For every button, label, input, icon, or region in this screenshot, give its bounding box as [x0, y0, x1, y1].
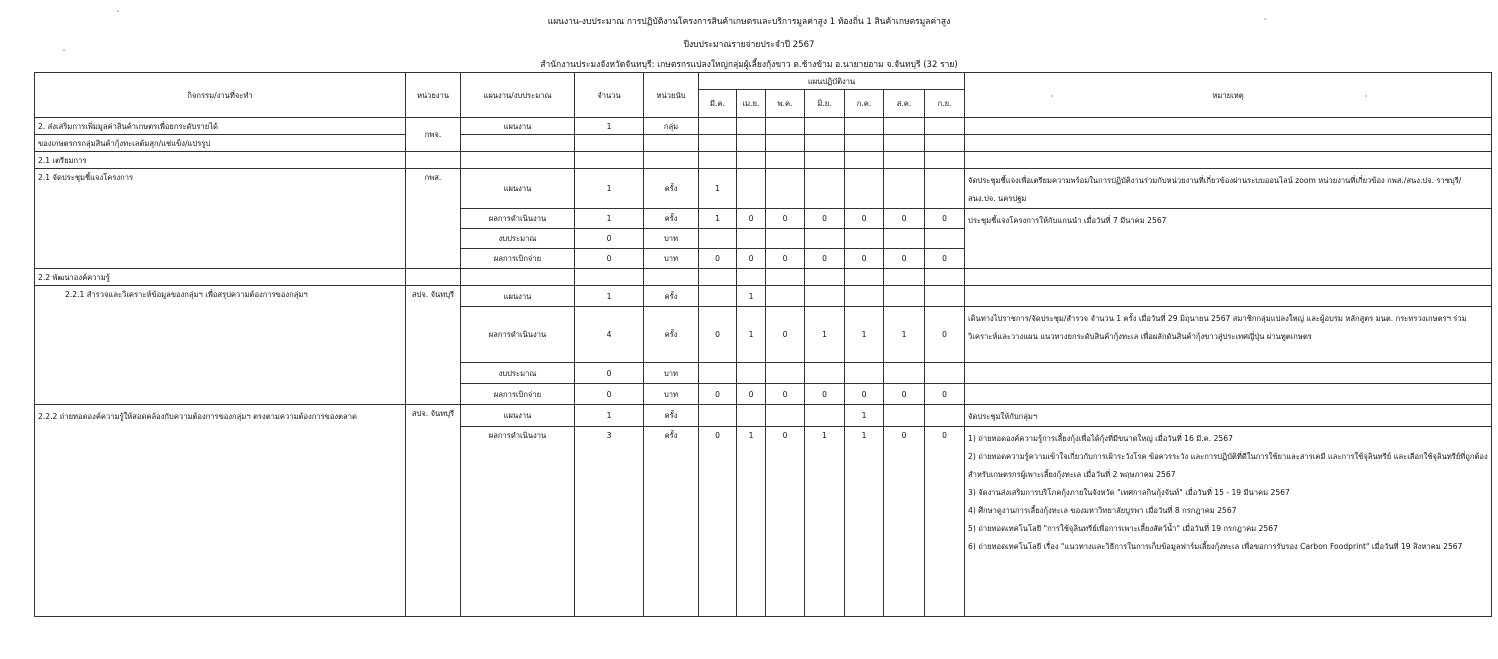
month-cell	[925, 152, 965, 169]
header-agency: หน่วยงาน	[406, 73, 461, 118]
remark-cell	[965, 118, 1492, 135]
month-cell	[699, 269, 737, 286]
month-cell	[766, 405, 805, 427]
month-cell	[805, 269, 845, 286]
month-cell: 0	[845, 209, 884, 229]
month-cell: 0	[766, 209, 805, 229]
table-row	[35, 118, 1492, 135]
plan-cell: ผลการเบิกจ่าย	[461, 249, 575, 269]
month-cell	[766, 118, 805, 135]
month-cell	[699, 405, 737, 427]
month-cell: 0	[884, 249, 925, 269]
month-cell	[699, 152, 737, 169]
plan-cell	[461, 269, 575, 286]
unit-cell	[644, 269, 699, 286]
table-row	[35, 286, 1492, 307]
plan-cell: ผลการเบิกจ่าย	[461, 384, 575, 405]
month-cell	[925, 269, 965, 286]
agency-cell: กพจ.	[406, 118, 461, 152]
header-month: เม.ย.	[737, 90, 766, 118]
month-cell	[699, 363, 737, 384]
remark-line: 4) ศึกษาดูงานการเลี้ยงกุ้งทะเล ของมหาวิทยาลัยบูรพา เมื่อวันที่ 8 กรกฎาคม 2567	[968, 506, 1237, 515]
remark-line: 6) ถ่ายทอดเทคโนโลยี เรื่อง "แนวทางและวิธีการในการเก็บข้อมูลฟาร์มเลี้ยงกุ้งทะเล เพื่อขอการรับรอง Carbon Foodprint" เมื่อวันที่ 19 สิงหาคม 2567	[968, 542, 1463, 551]
month-cell	[845, 118, 884, 135]
plan-cell: งบประมาณ	[461, 229, 575, 249]
agency-cell: กพส.	[406, 169, 461, 269]
remark-cell	[965, 152, 1492, 169]
month-cell	[737, 229, 766, 249]
month-cell	[884, 169, 925, 209]
month-cell	[925, 169, 965, 209]
header-plan: แผนงาน/งบประมาณ	[461, 73, 575, 118]
amount-cell: 0	[575, 363, 644, 384]
header-month: มี.ค.	[699, 90, 737, 118]
month-cell: 1	[845, 427, 884, 617]
agency-cell: สปจ. จันทบุรี	[406, 286, 461, 405]
agency-cell	[406, 269, 461, 286]
month-cell: 0	[699, 307, 737, 363]
month-cell	[805, 229, 845, 249]
table-row	[35, 152, 1492, 169]
activity-cell: 2.2 พัฒนาองค์ความรู้	[35, 269, 406, 286]
unit-cell: ครั้ง	[644, 427, 699, 617]
month-cell	[845, 363, 884, 384]
unit-cell: ครั้ง	[644, 405, 699, 427]
month-cell: 1	[737, 307, 766, 363]
amount-cell: 1	[575, 209, 644, 229]
unit-cell: กลุ่ม	[644, 118, 699, 135]
month-cell: 0	[766, 249, 805, 269]
month-cell: 1	[699, 169, 737, 209]
month-cell	[737, 169, 766, 209]
unit-cell	[644, 135, 699, 152]
month-cell: 0	[805, 249, 845, 269]
table-row	[35, 169, 1492, 209]
fiscal-year-line: ปีงบประมาณรายจ่ายประจำปี 2567	[683, 40, 815, 50]
month-cell	[699, 135, 737, 152]
header-schedule: แผนปฏิบัติงาน	[699, 73, 965, 90]
header-month: ก.ย.	[925, 90, 965, 118]
scan-speck	[117, 10, 119, 12]
month-cell	[925, 286, 965, 307]
month-cell	[805, 405, 845, 427]
month-cell	[884, 118, 925, 135]
amount-cell	[575, 135, 644, 152]
month-cell: 1	[737, 427, 766, 617]
scan-speck	[1264, 18, 1266, 20]
table-row	[35, 135, 1492, 152]
month-cell: 0	[925, 384, 965, 405]
month-cell	[884, 286, 925, 307]
month-cell	[737, 118, 766, 135]
plan-cell: แผนงาน	[461, 169, 575, 209]
month-cell: 0	[737, 209, 766, 229]
document-title: แผนงาน-งบประมาณ การปฏิบัติงานโครงการสินค้าเกษตรและบริการมูลค่าสูง 1 ท้องถิ่น 1 สินค้าเกษตรมูลค่าสูง	[547, 17, 951, 27]
remark-cell	[965, 286, 1492, 307]
month-cell: 0	[766, 427, 805, 617]
month-cell	[766, 169, 805, 209]
month-cell: 0	[699, 249, 737, 269]
month-cell	[845, 286, 884, 307]
month-cell	[737, 269, 766, 286]
remark-cell	[965, 269, 1492, 286]
unit-cell	[644, 152, 699, 169]
month-cell	[884, 229, 925, 249]
month-cell	[805, 286, 845, 307]
month-cell	[766, 286, 805, 307]
amount-cell: 1	[575, 169, 644, 209]
month-cell: 1	[737, 286, 766, 307]
month-cell	[925, 229, 965, 249]
month-cell	[805, 152, 845, 169]
activity-cell: 2. ส่งเสริมการเพิ่มมูลค่าสินค้าเกษตรเพื่อยกระดับรายได้	[35, 118, 406, 135]
month-cell	[884, 152, 925, 169]
activity-cell: ของเกษตรกรกลุ่มสินค้ากุ้งทะเลต้มสุก/แช่แข็ง/แปรรูป	[35, 135, 406, 152]
unit-cell: ครั้ง	[644, 307, 699, 363]
office-line: สำนักงานประมงจังหวัดจันทบุรี: เกษตรกรแปลงใหญ่กลุ่มผู้เลี้ยงกุ้งขาว ต.ช้างข้าม อ.นายายอาม จ.จันทบุรี (32 ราย)	[540, 60, 958, 70]
month-cell: 0	[925, 307, 965, 363]
remark-line: 2) ถ่ายทอดความรู้ความเข้าใจเกี่ยวกับการเฝ้าระวังโรค ข้อควรระวัง และการปฏิบัติที่ดีในการใช้ยาและสารเคมี และการใช้จุลินทรีย์ และเลือกใช้จุลินทรีย์ที่ถูกต้อง สำหรับเกษตรกรผู้เพาะเลี้ยงกุ้งทะเล เมื่อวันที่ 2 พฤษภาคม 2567	[968, 452, 1488, 479]
month-cell: 1	[845, 405, 884, 427]
activity-cell: 2.1 เตรียมการ	[35, 152, 406, 169]
header-activity: กิจกรรม/งานที่จะทำ	[35, 73, 406, 118]
header-month: ส.ค.	[884, 90, 925, 118]
month-cell: 0	[884, 427, 925, 617]
month-cell	[884, 135, 925, 152]
month-cell: 0	[699, 427, 737, 617]
month-cell	[699, 286, 737, 307]
month-cell	[699, 229, 737, 249]
plan-cell	[461, 135, 575, 152]
month-cell	[884, 269, 925, 286]
month-cell: 0	[699, 384, 737, 405]
unit-cell: ครั้ง	[644, 286, 699, 307]
month-cell: 1	[845, 307, 884, 363]
header-remark: หมายเหตุ	[965, 73, 1492, 118]
unit-cell: ครั้ง	[644, 169, 699, 209]
amount-cell: 4	[575, 307, 644, 363]
month-cell: 0	[925, 249, 965, 269]
month-cell: 0	[845, 249, 884, 269]
month-cell	[766, 135, 805, 152]
month-cell	[766, 363, 805, 384]
plan-cell: แผนงาน	[461, 118, 575, 135]
month-cell	[884, 363, 925, 384]
header-month: มิ.ย.	[805, 90, 845, 118]
amount-cell: 1	[575, 286, 644, 307]
month-cell: 0	[737, 249, 766, 269]
header-month: ก.ค.	[845, 90, 884, 118]
plan-cell: แผนงาน	[461, 286, 575, 307]
month-cell: 0	[805, 209, 845, 229]
month-cell	[925, 363, 965, 384]
month-cell: 0	[884, 209, 925, 229]
month-cell	[737, 135, 766, 152]
month-cell: 0	[925, 427, 965, 617]
remark-line: 5) ถ่ายทอดเทคโนโลยี "การใช้จุลินทรีย์เพื่อการเพาะเลี้ยงสัตว์น้ำ" เมื่อวันที่ 19 กรกฎาคม 2567	[968, 524, 1278, 533]
remark-cell	[965, 427, 1492, 617]
agency-cell: สปจ. จันทบุรี	[406, 405, 461, 617]
month-cell	[737, 152, 766, 169]
month-cell	[845, 229, 884, 249]
remark-line: 1) ถ่ายทอดองค์ความรู้การเลี้ยงกุ้งเพื่อได้กุ้งที่มีขนาดใหญ่ เมื่อวันที่ 16 มี.ค. 2567	[968, 434, 1233, 443]
unit-cell: บาท	[644, 363, 699, 384]
unit-cell: บาท	[644, 229, 699, 249]
remark-cell: จัดประชุมให้กับกลุ่มฯ	[965, 405, 1492, 427]
month-cell	[925, 135, 965, 152]
remark-cell: เดินทางไปราชการ/จัดประชุม/สำรวจ จำนวน 1 ครั้ง เมื่อวันที่ 29 มิถุนายน 2567 สมาชิกกลุ่มแปลงใหญ่ และผู้อบรม หลักสูตร มนต. กระทรวงเกษตรฯ ร่วมวิเคราะห์และวางแผน แนวทางยกระดับสินค้ากุ้งทะเล เพื่อผลักดันสินค้ากุ้งขาวสู่ประเทศญี่ปุ่น ผ่านทูตเกษตร	[965, 307, 1492, 363]
month-cell: 0	[884, 384, 925, 405]
amount-cell	[575, 269, 644, 286]
header-month: พ.ค.	[766, 90, 805, 118]
month-cell	[845, 152, 884, 169]
remark-line: 3) จัดงานส่งเสริมการบริโภคกุ้งภายในจังหวัด "เทศกาลกินกุ้งจันท์" เมื่อวันที่ 15 - 19 มีนาคม 2567	[968, 488, 1290, 497]
month-cell	[845, 135, 884, 152]
month-cell	[805, 135, 845, 152]
amount-cell: 1	[575, 118, 644, 135]
month-cell: 1	[805, 427, 845, 617]
unit-cell: บาท	[644, 384, 699, 405]
remark-cell	[965, 384, 1492, 405]
month-cell	[805, 118, 845, 135]
month-cell	[766, 229, 805, 249]
activity-cell: 2.2.2 ถ่ายทอดองค์ความรู้ให้สอดคล้องกับความต้องการของกลุ่มฯ ตรงตามความต้องการของตลาด	[35, 405, 406, 617]
month-cell: 0	[925, 209, 965, 229]
amount-cell	[575, 152, 644, 169]
unit-cell: ครั้ง	[644, 209, 699, 229]
month-cell	[925, 118, 965, 135]
month-cell: 0	[737, 384, 766, 405]
month-cell	[766, 269, 805, 286]
amount-cell: 3	[575, 427, 644, 617]
month-cell	[805, 363, 845, 384]
scan-speck	[63, 49, 65, 51]
amount-cell: 0	[575, 249, 644, 269]
remark-cell: จัดประชุมชี้แจงเพื่อเตรียมความพร้อมในการปฏิบัติงานร่วมกับหน่วยงานที่เกี่ยวข้องผ่านระบบออนไลน์ zoom หน่วยงานที่เกี่ยวข้อง กพส./สนง.ปจ. ราชบุรี/สนง.ปจ. นครปฐม	[965, 169, 1492, 209]
month-cell: 0	[766, 384, 805, 405]
month-cell	[845, 269, 884, 286]
month-cell: 1	[805, 307, 845, 363]
plan-cell: แผนงาน	[461, 405, 575, 427]
month-cell	[737, 363, 766, 384]
activity-cell: 2.1 จัดประชุมชี้แจงโครงการ	[35, 169, 406, 269]
month-cell: 1	[699, 209, 737, 229]
remark-cell: ประชุมชี้แจงโครงการให้กับแกนนำ เมื่อวันที่ 7 มีนาคม 2567	[965, 209, 1492, 269]
month-cell	[699, 118, 737, 135]
month-cell	[845, 169, 884, 209]
month-cell	[884, 405, 925, 427]
remark-cell	[965, 135, 1492, 152]
month-cell: 0	[805, 384, 845, 405]
remark-cell	[965, 363, 1492, 384]
agency-cell	[406, 152, 461, 169]
plan-table	[34, 72, 1492, 617]
amount-cell: 1	[575, 405, 644, 427]
header-unit: หน่วยนับ	[644, 73, 699, 118]
unit-cell: บาท	[644, 249, 699, 269]
amount-cell: 0	[575, 384, 644, 405]
month-cell	[766, 152, 805, 169]
month-cell	[805, 169, 845, 209]
month-cell	[737, 405, 766, 427]
header-amount: จำนวน	[575, 73, 644, 118]
plan-cell: ผลการดำเนินงาน	[461, 427, 575, 617]
activity-cell: 2.2.1 สำรวจและวิเคราะห์ข้อมูลของกลุ่มฯ เพื่อสรุปความต้องการของกลุ่มฯ	[35, 286, 406, 405]
amount-cell: 0	[575, 229, 644, 249]
month-cell: 0	[766, 307, 805, 363]
plan-cell: ผลการดำเนินงาน	[461, 209, 575, 229]
table-row	[35, 405, 1492, 427]
table-row	[35, 269, 1492, 286]
month-cell	[925, 405, 965, 427]
plan-cell: ผลการดำเนินงาน	[461, 307, 575, 363]
month-cell: 0	[845, 384, 884, 405]
plan-cell	[461, 152, 575, 169]
month-cell: 1	[884, 307, 925, 363]
plan-cell: งบประมาณ	[461, 363, 575, 384]
